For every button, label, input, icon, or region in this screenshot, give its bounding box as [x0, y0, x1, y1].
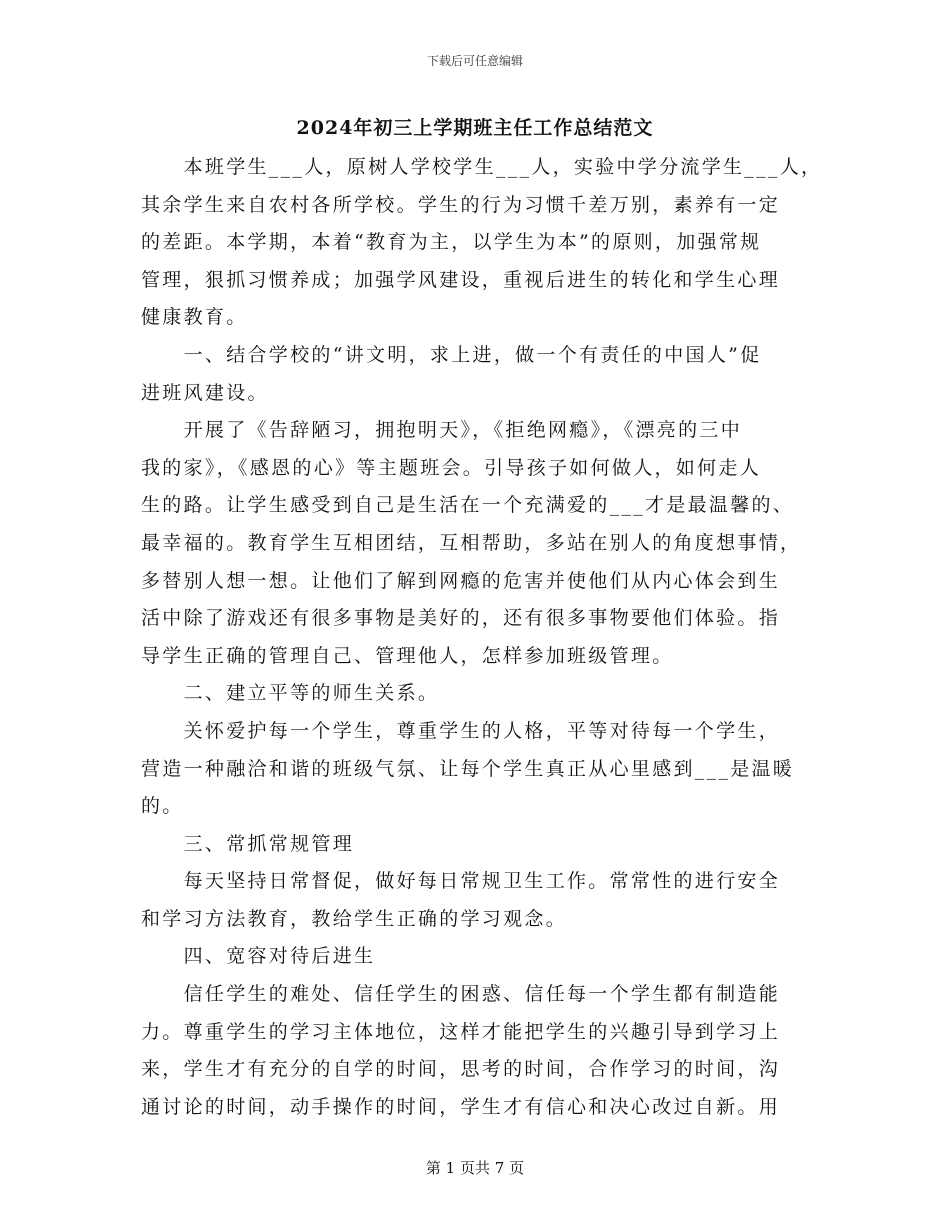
text-line: 通讨论的时间，动手操作的时间，学生才有信心和决心改过自新。用	[141, 1095, 781, 1118]
text-line: 力。尊重学生的学习主体地位，这样才能把学生的兴趣引导到学习上	[141, 1020, 781, 1043]
text-line: 来，学生才有充分的自学的时间，思考的时间，合作学习的时间，沟	[141, 1058, 781, 1081]
text-line: 和学习方法教育，教给学生正确的学习观念。	[141, 907, 568, 930]
text-line: 我的家》，《感恩的心》等主题班会。引导孩子如何做人，如何走人	[141, 456, 762, 479]
document-title: 2024年初三上学期班主任工作总结范文	[296, 117, 654, 139]
text-line: 管理，狠抓习惯养成；加强学风建设，重视后进生的转化和学生心理	[141, 268, 781, 291]
text-line: 一、结合学校的“讲文明，求上进，做一个有责任的中国人”促	[141, 343, 762, 366]
text-line: 其余学生来自农村各所学校。学生的行为习惯千差万别，素养有一定	[141, 193, 781, 216]
text-line: 的。	[141, 795, 184, 818]
text-line: 最幸福的。教育学生互相团结，互相帮助，多站在别人的角度想事情，	[141, 531, 802, 554]
text-line: 二、建立平等的师生关系。	[141, 682, 440, 705]
text-line: 三、常抓常规管理	[141, 832, 355, 855]
text-line: 导学生正确的管理自己、管理他人，怎样参加班级管理。	[141, 644, 674, 667]
text-line: 活中除了游戏还有很多事物是美好的，还有很多事物要他们体验。指	[141, 607, 781, 630]
header-note: 下载后可任意编辑	[426, 54, 523, 68]
page-footer: 第 1 页共 7 页	[425, 1159, 525, 1177]
text-line: 营造一种融洽和谐的班级气氛、让每个学生真正从心里感到___是温暖	[141, 757, 795, 780]
text-line: 健康教育。	[141, 306, 248, 329]
text-line: 每天坚持日常督促，做好每日常规卫生工作。常常性的进行安全	[141, 870, 781, 893]
text-line: 多替别人想一想。让他们了解到网瘾的危害并使他们从内心体会到生	[141, 569, 781, 592]
document-body	[141, 149, 823, 1126]
text-line: 本班学生___人，原树人学校学生___人，实验中学分流学生___人，	[141, 156, 823, 178]
text-line: 信任学生的难处、信任学生的困惑、信任每一个学生都有制造能	[141, 983, 781, 1006]
text-line: 开展了《告辞陋习，拥抱明天》，《拒绝网瘾》，《漂亮的三中	[141, 419, 743, 442]
text-line: 关怀爱护每一个学生，尊重学生的人格，平等对待每一个学生，	[141, 719, 781, 742]
text-line: 的差距。本学期，本着“教育为主，以学生为本”的原则，加强常规	[141, 231, 762, 254]
text-line: 四、宽容对待后进生	[141, 945, 376, 968]
text-line: 进班风建设。	[141, 381, 269, 404]
text-line: 生的路。让学生感受到自己是生活在一个充满爱的___才是最温馨的、	[141, 494, 795, 517]
